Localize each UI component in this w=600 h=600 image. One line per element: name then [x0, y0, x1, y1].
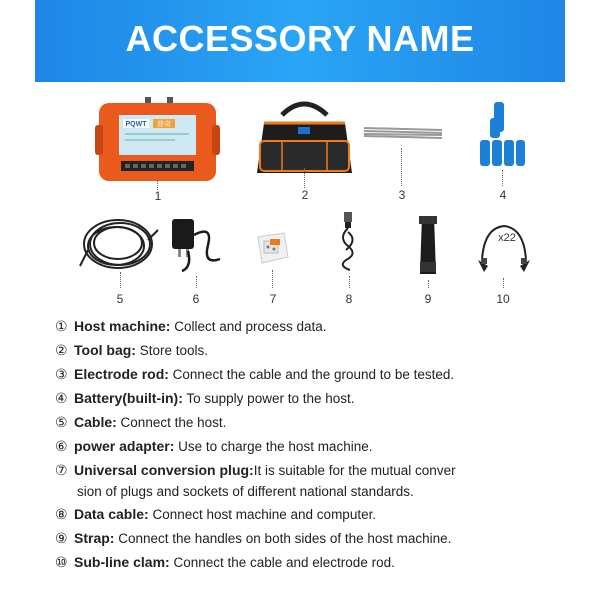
clamp-quantity-label: x22: [498, 232, 516, 244]
description-marker: ⑥: [55, 438, 68, 454]
description-marker: ⑨: [55, 530, 68, 546]
description-name: Cable:: [74, 414, 117, 430]
power-adapter-image: [168, 215, 228, 275]
description-text: Connect the cable and the ground to be tested.: [168, 367, 455, 382]
item-number-2: 2: [301, 188, 309, 202]
description-text: Connect the cable and electrode rod.: [169, 555, 395, 570]
description-text: Collect and process data.: [170, 319, 327, 334]
tool-bag-image: [252, 93, 357, 178]
item-number-8: 8: [345, 292, 353, 306]
host-brand-label: PQWT: [125, 121, 147, 128]
description-text: Connect the host.: [116, 415, 227, 430]
leader-line-5: [120, 272, 121, 288]
item-number-6: 6: [192, 292, 200, 306]
leader-line-6: [196, 276, 197, 288]
description-row-6: [55, 438, 372, 455]
description-text: Connect host machine and computer.: [148, 507, 377, 522]
description-marker: ⑧: [55, 506, 68, 522]
description-row-1: [55, 318, 327, 335]
header-banner: [35, 0, 565, 82]
description-row-7: [55, 462, 456, 479]
description-text: It is suitable for the mutual conver: [253, 463, 456, 478]
item-number-10: 10: [496, 292, 510, 306]
description-name: Tool bag:: [74, 342, 136, 358]
item-number-7: 7: [269, 292, 277, 306]
description-marker: ③: [55, 366, 68, 382]
description-text: To supply power to the host.: [182, 391, 355, 406]
description-row-10: [55, 554, 395, 571]
cable-coil-image: [78, 210, 160, 274]
item-number-5: 5: [116, 292, 124, 306]
leader-line-7: [272, 270, 273, 288]
description-marker: ②: [55, 342, 68, 358]
description-name: Data cable:: [74, 506, 149, 522]
description-row-7-continuation: sion of plugs and sockets of different national standards.: [77, 484, 414, 499]
host-brand-cn-label: 普奇: [157, 120, 171, 128]
description-row-2: [55, 342, 208, 359]
leader-line-10: [503, 278, 504, 288]
leader-line-8: [349, 276, 350, 288]
host-machine-image: [95, 95, 220, 185]
data-cable-image: [334, 210, 364, 274]
leader-line-3: [401, 148, 402, 186]
item-number-1: 1: [154, 189, 162, 203]
item-number-3: 3: [398, 188, 406, 202]
description-marker: ⑤: [55, 414, 68, 430]
description-name: power adapter:: [74, 438, 175, 454]
leader-line-2: [304, 168, 305, 188]
description-name: Strap:: [74, 530, 115, 546]
description-marker: ⑦: [55, 462, 68, 478]
leader-line-4: [502, 170, 503, 186]
description-row-9: [55, 530, 451, 547]
description-row-5: [55, 414, 226, 431]
universal-plug-image: [252, 227, 292, 267]
item-number-4: 4: [499, 188, 507, 202]
item-number-9: 9: [424, 292, 432, 306]
description-marker: ⑩: [55, 554, 68, 570]
description-name: Universal conversion plug:: [74, 462, 254, 478]
description-text: Store tools.: [135, 343, 208, 358]
description-row-3: [55, 366, 454, 383]
strap-image: [410, 212, 446, 278]
description-name: Sub-line clam:: [74, 554, 170, 570]
electrode-rod-image: [358, 122, 448, 142]
description-name: Battery(built-in):: [74, 390, 183, 406]
page-title: ACCESSORY NAME: [125, 18, 475, 59]
description-row-4: [55, 390, 355, 407]
description-name: Host machine:: [74, 318, 171, 334]
battery-pack-image: [476, 100, 526, 170]
sub-line-clamp-image: [474, 220, 534, 278]
description-text: Use to charge the host machine.: [174, 439, 373, 454]
description-row-8: [55, 506, 376, 523]
description-marker: ①: [55, 318, 68, 334]
description-name: Electrode rod:: [74, 366, 169, 382]
leader-line-9: [428, 280, 429, 288]
description-marker: ④: [55, 390, 68, 406]
description-text: Connect the handles on both sides of the host machine.: [114, 531, 452, 546]
